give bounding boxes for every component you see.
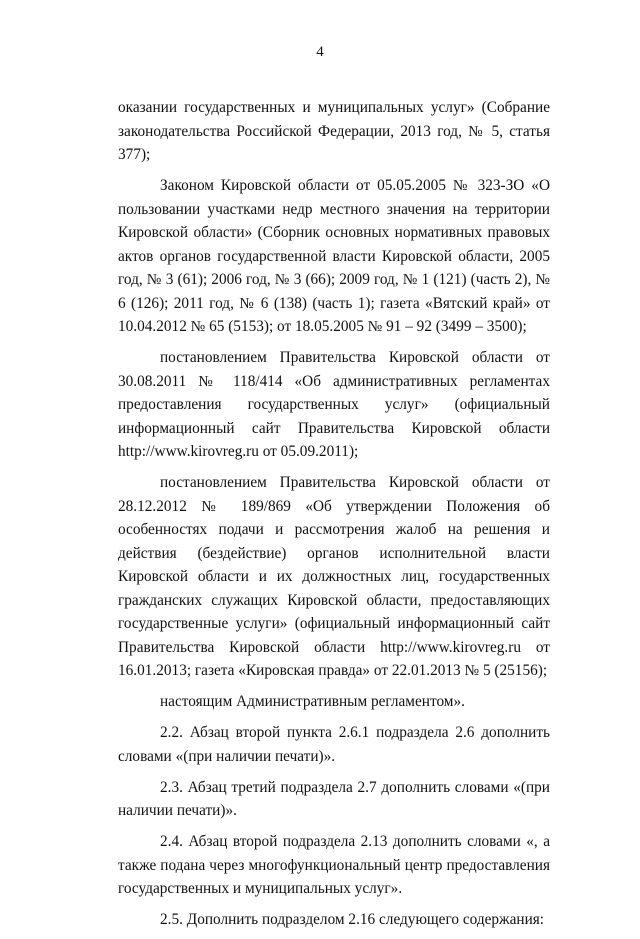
paragraph-item-2-3: 2.3. Абзац третий подраздела 2.7 дополнить словами «(при наличии печати)». — [118, 778, 550, 819]
paragraph-item-2-5: 2.5. Дополнить подразделом 2.16 следующего содержания: — [160, 911, 545, 928]
paragraph-item-2-4: 2.4. Абзац второй подраздела 2.13 дополнить словами «, а также подана через многофункциональный центр предоставления государственных и муниципальных услуг». — [118, 833, 550, 897]
paragraph-continuation: оказании государственных и муниципальных услуг» (Собрание законодательства Российской Федерации, 2013 год, № 5, статья 377); — [118, 99, 550, 163]
page-number: 4 — [316, 44, 324, 60]
paragraph-this-regulation: настоящим Административным регламентом». — [160, 693, 465, 710]
document-body — [118, 96, 550, 939]
paragraph-resolution-118-414: постановлением Правительства Кировской области от 30.08.2011 № 118/414 «Об административных регламентах предоставления государственных услуг» (официальный информационный сайт Правительства Кировской области http://www.kirovreg.ru от 05.09.2011); — [118, 349, 550, 460]
paragraph-item-2-2: 2.2. Абзац второй пункта 2.6.1 подраздела 2.6 дополнить словами «(при наличии печати)». — [118, 724, 550, 765]
paragraph-resolution-189-869: постановлением Правительства Кировской области от 28.12.2012 № 189/869 «Об утверждении Положения об особенностях подачи и рассмотрения жалоб на решения и действия (бездействие) органов исполнительной власти Кировской области и их должностных лиц, государственных гражданских служащих Кировской области, предоставляющих государственные услуги» (официальный информационный сайт Правительства Кировской области http://www.kirovreg.ru от 16.01.2013; газета «Кировская правда» от 22.01.2013 № 5 (25156); — [118, 474, 550, 679]
paragraph-law-kirov-region: Законом Кировской области от 05.05.2005 № 323-ЗО «О пользовании участками недр местного значения на территории Кировской области» (Сборник основных нормативных правовых актов органов государственной власти Кировской области, 2005 год, № 3 (61); 2006 год, № 3 (66); 2009 год, № 1 (121) (часть 2), № 6 (126); 2011 год, № 6 (138) (часть 1); газета «Вятский край» от 10.04.2012 № 65 (5153); от 18.05.2005 № 91 – 92 (3499 – 3500); — [118, 177, 550, 335]
